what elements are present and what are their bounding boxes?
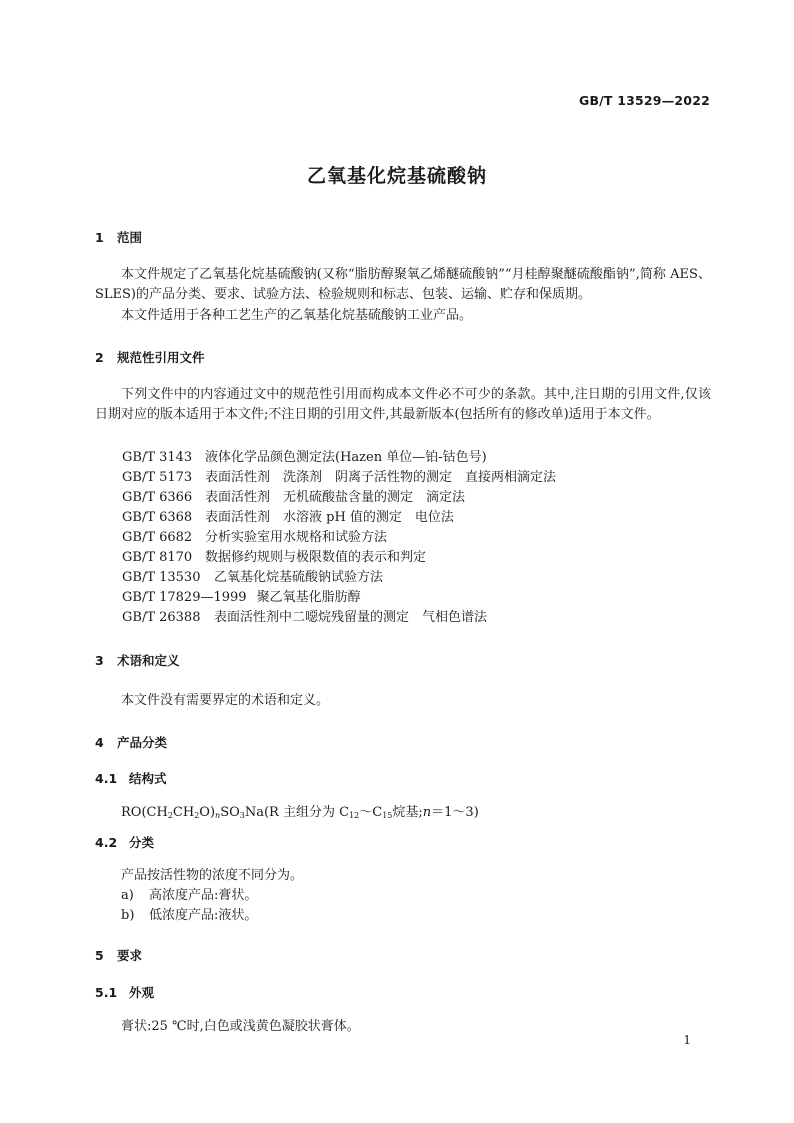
section-2-heading [95,348,205,366]
appearance-paragraph: 膏状:25 ℃时,白色或浅黄色凝胶状膏体。 [121,1019,360,1034]
formula-subscript: 3 [239,811,245,820]
reference-title: 数据修约规则与极限数值的表示和判定 [205,550,427,565]
reference-code: GB/T 5173 [122,470,193,485]
reference-title: 液体化学品颜色测定法(Hazen 单位—铂-钴色号) [205,450,487,465]
reference-item [122,486,465,505]
list-text: 低浓度产品:液状。 [149,908,258,923]
structural-formula [121,801,479,820]
subsection-4-1-heading [95,769,167,787]
reference-item [122,446,487,465]
section-number: 4 [95,735,104,750]
section-title: 术语和定义 [117,653,180,668]
classification-item-b [121,904,257,923]
reference-item [122,586,361,605]
section-title: 范围 [117,230,143,245]
reference-item [122,466,556,485]
reference-item [122,526,387,545]
formula-subscript: 2 [167,811,173,820]
formula-subscript: 15 [382,811,393,820]
subsection-number: 4.1 [95,771,118,786]
reference-item [122,546,426,565]
formula-variable: n [422,805,432,820]
formula-part: ～C [359,805,383,820]
normative-refs-intro: 下列文件中的内容通过文中的规范性引用而构成本文件必不可少的条款。其中,注日期的引用文件,仅该日期对应的版本适用于本文件;不注日期的引用文件,其最新版本(包括所有的修改单)适用于本文件。 [95,387,711,422]
section-number: 5 [95,948,104,963]
terms-paragraph: 本文件没有需要界定的术语和定义。 [121,693,330,708]
subsection-title: 分类 [129,835,155,850]
reference-code: GB/T 6368 [122,510,193,525]
formula-subscript: 2 [194,811,200,820]
section-title: 要求 [117,948,143,963]
list-text: 高浓度产品:膏状。 [149,888,258,903]
formula-subscript: n [215,811,221,820]
list-label: a) [121,888,134,903]
standard-number: GB/T 13529—2022 [578,93,710,108]
section-3-heading [95,651,180,669]
scope-paragraph-1: 本文件规定了乙氧基化烷基硫酸钠(又称“脂肪醇聚氧乙烯醚硫酸钠”“月桂醇聚醚硫酸酯钠”,简称 AES、SLES)的产品分类、要求、试验方法、检验规则和标志、包装、运输、贮存和保质期。 [95,267,711,302]
reference-code: GB/T 6682 [122,530,193,545]
reference-title: 表面活性剂 水溶液 pH 值的测定 电位法 [205,510,454,525]
section-number: 2 [95,350,104,365]
classification-paragraph: 产品按活性物的浓度不同分为。 [121,868,304,883]
subsection-5-1-heading [95,983,154,1001]
subsection-title: 结构式 [129,771,167,786]
formula-subscript: 12 [349,811,360,820]
reference-title: 分析实验室用水规格和试验方法 [205,530,388,545]
subsection-number: 5.1 [95,985,118,1000]
reference-item [122,606,487,625]
reference-title: 表面活性剂 无机硫酸盐含量的测定 滴定法 [205,490,466,505]
subsection-title: 外观 [129,985,155,1000]
reference-title: 表面活性剂中二噁烷残留量的测定 气相色谱法 [214,610,488,625]
classification-item-a [121,884,257,903]
formula-part: O) [199,805,216,820]
reference-code: GB/T 8170 [122,550,193,565]
reference-title: 聚乙氧基化脂肪醇 [256,590,361,605]
reference-code: GB/T 3143 [122,450,193,465]
formula-part: 烷基; [392,805,423,820]
reference-code: GB/T 13530 [122,570,201,585]
section-4-heading [95,733,167,751]
formula-part: ＝1～3) [431,805,479,820]
scope-paragraph-2: 本文件适用于各种工艺生产的乙氧基化烷基硫酸钠工业产品。 [121,308,473,323]
section-number: 3 [95,653,104,668]
subsection-4-2-heading [95,833,154,851]
formula-part: SO [220,805,240,820]
section-title: 规范性引用文件 [117,350,205,365]
reference-item [122,506,454,525]
section-5-heading [95,946,142,964]
section-title: 产品分类 [117,735,168,750]
document-title: 乙氧基化烷基硫酸钠 [306,165,487,187]
section-number: 1 [95,230,104,245]
formula-part: RO(CH [121,805,168,820]
reference-code: GB/T 6366 [122,490,193,505]
subsection-number: 4.2 [95,835,118,850]
formula-part: CH [172,805,195,820]
section-1-heading [95,228,142,246]
reference-code: GB/T 26388 [122,610,201,625]
list-label: b) [121,908,135,923]
page-number: 1 [683,1033,691,1047]
formula-part: Na(R 主组分为 C [244,805,350,820]
reference-title: 表面活性剂 洗涤剂 阴离子活性物的测定 直接两相滴定法 [205,470,557,485]
reference-title: 乙氧基化烷基硫酸钠试验方法 [214,570,384,585]
reference-item [122,566,383,585]
reference-code: GB/T 17829—1999 [122,590,247,605]
